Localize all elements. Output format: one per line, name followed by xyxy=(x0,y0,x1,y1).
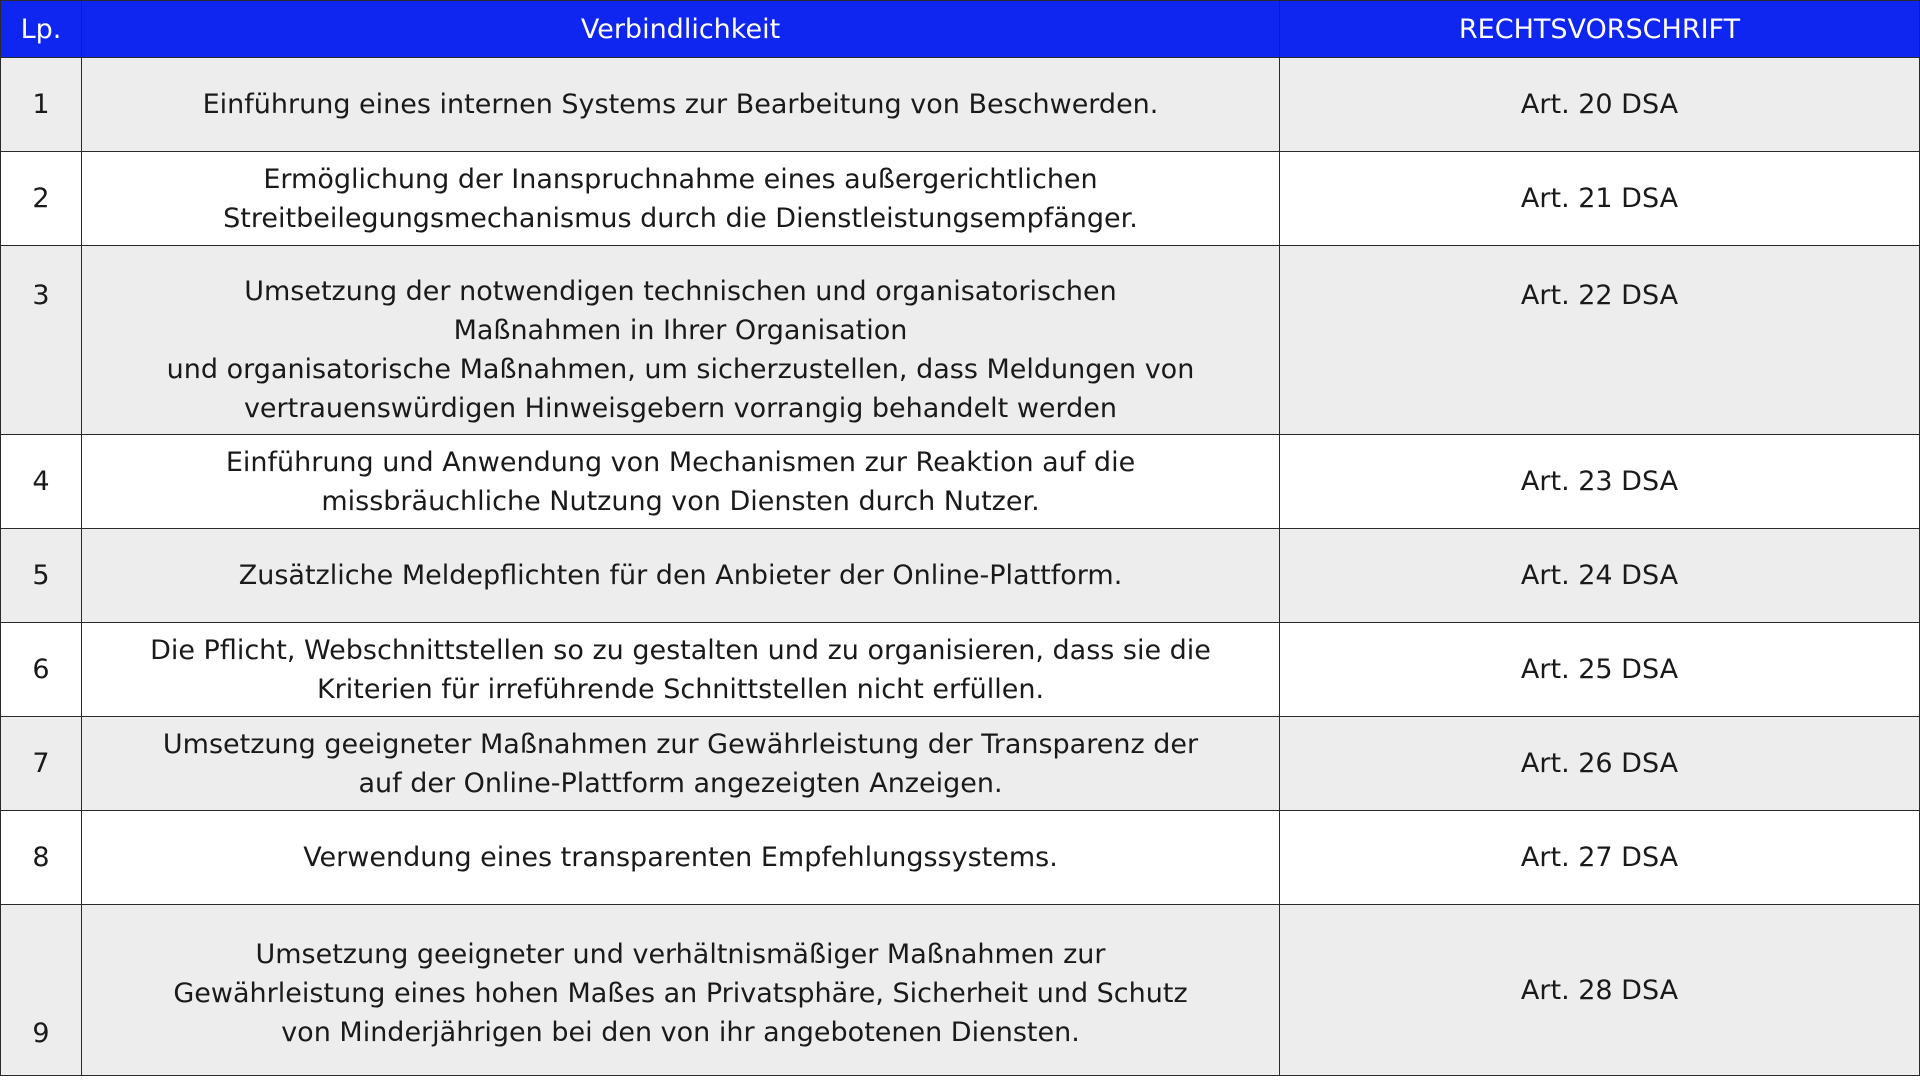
table-row xyxy=(1,152,1920,246)
obligation-line: Gewährleistung eines hohen Maßes an Privatsphäre, Sicherheit und Schutz xyxy=(173,978,1188,1009)
obligation-line: Streitbeilegungsmechanismus durch die Dienstleistungsempfänger. xyxy=(223,202,1138,234)
obligation-line: Kriterien für irreführende Schnittstellen nicht erfüllen. xyxy=(316,673,1045,705)
row-law: Art. 23 DSA xyxy=(1280,435,1920,529)
obligation-line: vertrauenswürdigen Hinweisgebern vorrangig behandelt werden xyxy=(243,393,1118,424)
row-number: 6 xyxy=(1,623,82,717)
obligation-line: Die Pflicht, Webschnittstellen so zu gestalten und zu organisieren, dass sie die xyxy=(150,634,1211,666)
row-obligation xyxy=(82,811,1280,905)
table-row xyxy=(1,811,1920,905)
row-obligation xyxy=(82,717,1280,811)
table-row xyxy=(1,717,1920,811)
row-law: Art. 27 DSA xyxy=(1280,811,1920,905)
obligation-line: Einführung und Anwendung von Mechanismen zur Reaktion auf die xyxy=(225,446,1136,478)
row-law: Art. 21 DSA xyxy=(1280,152,1920,246)
obligation-line: von Minderjährigen bei den von ihr angebotenen Diensten. xyxy=(281,1017,1080,1048)
obligation-line: und organisatorische Maßnahmen, um sicherzustellen, dass Meldungen von xyxy=(166,354,1195,385)
row-number: 9 xyxy=(1,905,82,1076)
header-lp: Lp. xyxy=(1,1,82,58)
table-row xyxy=(1,623,1920,717)
row-number: 3 xyxy=(1,246,82,435)
obligation-line: Umsetzung der notwendigen technischen und organisatorischen xyxy=(244,276,1117,307)
row-law: Art. 24 DSA xyxy=(1280,529,1920,623)
row-number: 8 xyxy=(1,811,82,905)
obligation-line: missbräuchliche Nutzung von Diensten durch Nutzer. xyxy=(321,485,1040,517)
row-number: 1 xyxy=(1,58,82,152)
row-law: Art. 22 DSA xyxy=(1280,246,1920,435)
table-row xyxy=(1,246,1920,435)
table-row xyxy=(1,529,1920,623)
obligation-line: Umsetzung geeigneter Maßnahmen zur Gewährleistung der Transparenz der xyxy=(162,728,1199,760)
obligation-line: Einführung eines internen Systems zur Bearbeitung von Beschwerden. xyxy=(202,89,1159,120)
table-header-row xyxy=(1,1,1920,58)
row-number: 5 xyxy=(1,529,82,623)
obligation-line: Zusätzliche Meldepflichten für den Anbieter der Online-Plattform. xyxy=(238,560,1123,591)
obligation-line: auf der Online-Plattform angezeigten Anzeigen. xyxy=(358,767,1003,799)
row-number: 4 xyxy=(1,435,82,529)
row-obligation xyxy=(82,152,1280,246)
row-number: 7 xyxy=(1,717,82,811)
row-obligation xyxy=(82,58,1280,152)
row-law: Art. 28 DSA xyxy=(1280,905,1920,1076)
row-obligation xyxy=(82,246,1280,435)
table-row xyxy=(1,435,1920,529)
row-obligation xyxy=(82,623,1280,717)
header-law: RECHTSVORSCHRIFT xyxy=(1280,1,1920,58)
table-row xyxy=(1,58,1920,152)
table-row xyxy=(1,905,1920,1076)
row-law: Art. 20 DSA xyxy=(1280,58,1920,152)
row-obligation xyxy=(82,529,1280,623)
obligation-line: Maßnahmen in Ihrer Organisation xyxy=(453,315,908,346)
header-obligation: Verbindlichkeit xyxy=(82,1,1280,58)
row-obligation xyxy=(82,435,1280,529)
obligation-line: Verwendung eines transparenten Empfehlungssystems. xyxy=(303,842,1058,873)
obligation-line: Ermöglichung der Inanspruchnahme eines außergerichtlichen xyxy=(263,163,1098,195)
obligation-line: Umsetzung geeigneter und verhältnismäßiger Maßnahmen zur xyxy=(255,939,1106,970)
row-number: 2 xyxy=(1,152,82,246)
row-law: Art. 25 DSA xyxy=(1280,623,1920,717)
row-obligation xyxy=(82,905,1280,1076)
row-law: Art. 26 DSA xyxy=(1280,717,1920,811)
